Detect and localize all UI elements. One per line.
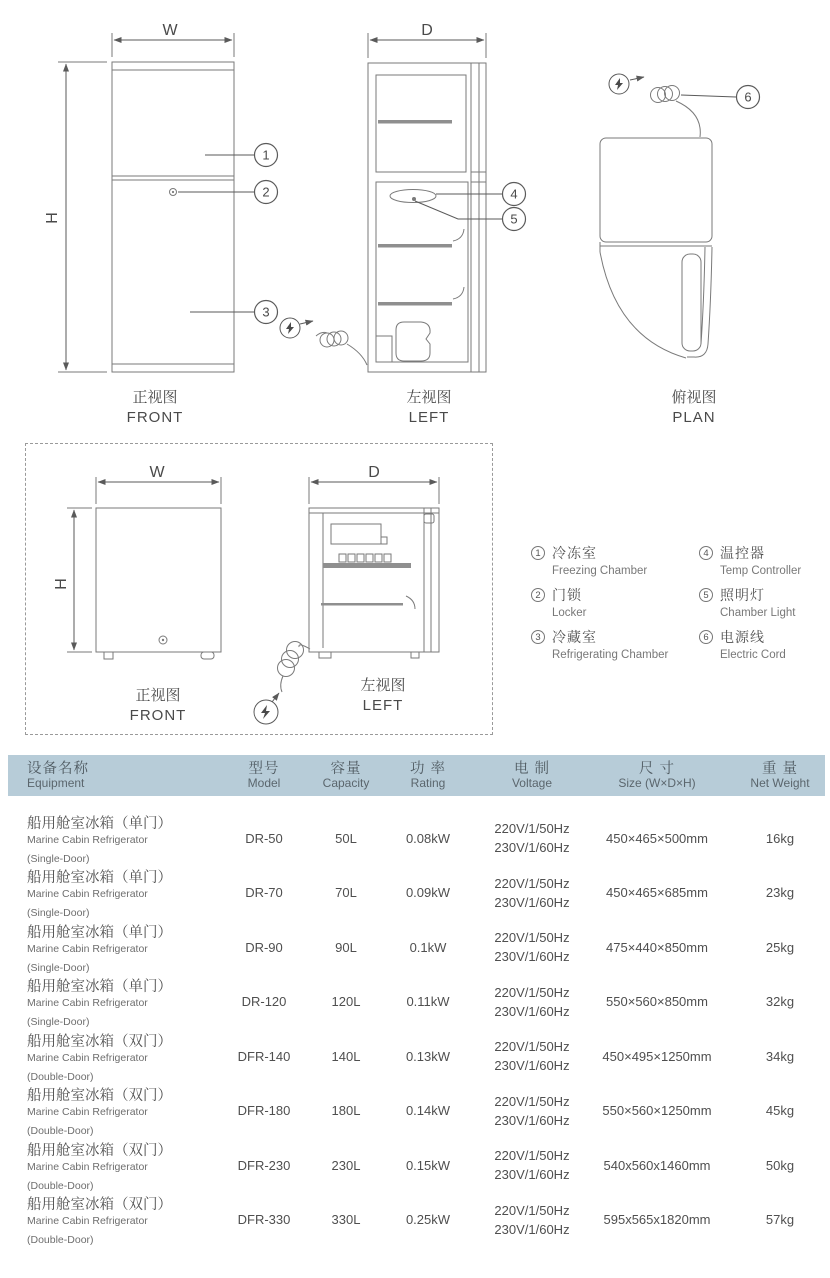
freezer-evaporator xyxy=(331,524,387,544)
rating-value: 0.15kW xyxy=(405,1157,451,1173)
plan-view-label-en: PLAN xyxy=(672,409,716,426)
voltage-line-1: 220V/1/50Hz xyxy=(494,984,570,1000)
cord-coil-icon xyxy=(278,642,311,693)
equipment-name-zh: 船用舱室冰箱（双门） xyxy=(27,1197,172,1214)
voltage-line-1: 220V/1/50Hz xyxy=(494,1093,570,1109)
callout-number-badge: 4 xyxy=(699,546,713,560)
legend-label-zh: 门锁 xyxy=(552,587,582,603)
left-view-label-en: LEFT xyxy=(408,409,450,426)
parts-legend xyxy=(531,543,830,661)
temp-controller-icon xyxy=(390,190,436,203)
equipment-name-zh: 船用舱室冰箱（单门） xyxy=(27,924,172,941)
legend-label-en: Freezing Chamber xyxy=(552,565,648,577)
equipment-name-zh: 船用舱室冰箱（双门） xyxy=(27,1033,172,1050)
model-value: DFR-180 xyxy=(237,1103,291,1119)
weight-value: 25kg xyxy=(765,939,795,955)
legend-label-zh: 照明灯 xyxy=(720,587,765,603)
equipment-door-type: (Single-Door) xyxy=(27,1016,90,1029)
equipment-name-zh: 船用舱室冰箱（双门） xyxy=(27,1088,172,1105)
svg-text:6: 6 xyxy=(744,89,752,105)
voltage-line-1: 220V/1/50Hz xyxy=(494,1039,570,1055)
callout-5 xyxy=(503,208,526,231)
cord-coil-icon xyxy=(651,86,680,103)
capacity-value: 90L xyxy=(335,939,357,955)
power-plug-icon xyxy=(254,693,279,724)
svg-text:2: 2 xyxy=(262,184,270,200)
rating-value: 0.09kW xyxy=(405,885,451,901)
callout-1 xyxy=(255,144,278,167)
left-view-drawing xyxy=(254,477,439,724)
equipment-door-type: (Double-Door) xyxy=(27,1125,94,1138)
equipment-cell xyxy=(0,975,212,1028)
equipment-name-en: Marine Cabin Refrigerator xyxy=(27,833,148,846)
front-view-drawing xyxy=(67,477,221,659)
callout-number-badge: 2 xyxy=(531,588,545,602)
equipment-door-type: (Single-Door) xyxy=(27,961,90,974)
dim-label-d: D xyxy=(421,22,433,39)
voltage-value xyxy=(480,874,584,912)
size-value: 450×465×685mm xyxy=(606,885,708,901)
voltage-value xyxy=(480,1146,584,1184)
legend-item-locker xyxy=(531,585,699,619)
equipment-name-en: Marine Cabin Refrigerator xyxy=(27,1215,148,1228)
capacity-value: 330L xyxy=(331,1212,361,1228)
size-value: 540x560x1460mm xyxy=(603,1157,711,1173)
dim-label-d: D xyxy=(368,464,380,481)
size-value: 550×560×850mm xyxy=(606,994,708,1010)
table-header-row xyxy=(0,755,830,796)
callout-3 xyxy=(255,301,278,324)
voltage-line-1: 220V/1/50Hz xyxy=(494,875,570,891)
table-row-dr-90 xyxy=(0,920,830,975)
weight-value: 45kg xyxy=(765,1103,795,1119)
capacity-value: 50L xyxy=(335,830,357,846)
table-row-dfr-330 xyxy=(0,1193,830,1248)
legend-label-zh: 温控器 xyxy=(720,545,765,561)
power-plug-icon xyxy=(609,74,644,94)
equipment-door-type: (Single-Door) xyxy=(27,907,90,920)
rating-value: 0.13kW xyxy=(405,1048,451,1064)
callout-6 xyxy=(737,86,760,109)
legend-label-zh: 电源线 xyxy=(720,629,765,645)
legend-item-electric-cord xyxy=(699,627,830,661)
plan-view-drawing xyxy=(600,74,736,358)
ice-tray-icon xyxy=(323,554,411,568)
capacity-value: 140L xyxy=(331,1048,361,1064)
legend-label-en: Locker xyxy=(552,607,587,619)
voltage-line-2: 230V/1/60Hz xyxy=(494,1221,570,1237)
equipment-name-en: Marine Cabin Refrigerator xyxy=(27,1160,148,1173)
equipment-name-en: Marine Cabin Refrigerator xyxy=(27,1106,148,1119)
column-header-voltage: 电 制 Voltage xyxy=(511,760,553,791)
voltage-value xyxy=(480,1037,584,1075)
equipment-name-en: Marine Cabin Refrigerator xyxy=(27,942,148,955)
callout-number-badge: 3 xyxy=(531,630,545,644)
power-plug-icon xyxy=(280,318,313,338)
equipment-name-zh: 船用舱室冰箱（双门） xyxy=(27,1142,172,1159)
table-row-dr-70 xyxy=(0,866,830,921)
legend-label-en: Electric Cord xyxy=(720,649,786,661)
svg-text:5: 5 xyxy=(510,211,518,227)
model-value: DFR-140 xyxy=(237,1048,291,1064)
front-view-label-en: FRONT xyxy=(126,409,184,426)
table-row-dfr-140 xyxy=(0,1029,830,1084)
table-row-dfr-230 xyxy=(0,1138,830,1193)
equipment-door-type: (Double-Door) xyxy=(27,1179,94,1192)
rating-value: 0.08kW xyxy=(405,830,451,846)
equipment-cell xyxy=(0,1193,212,1246)
rating-value: 0.25kW xyxy=(405,1212,451,1228)
table-row-dfr-180 xyxy=(0,1084,830,1139)
plan-view-label-zh: 俯视图 xyxy=(671,389,717,406)
voltage-line-2: 230V/1/60Hz xyxy=(494,1112,570,1128)
front-view-label-en: FRONT xyxy=(129,707,187,724)
door-lock-icon xyxy=(170,189,177,196)
table-body xyxy=(0,811,830,1247)
weight-value: 34kg xyxy=(765,1048,795,1064)
rating-value: 0.11kW xyxy=(406,994,450,1010)
rating-value: 0.1kW xyxy=(409,939,447,955)
svg-text:1: 1 xyxy=(262,147,270,163)
equipment-cell xyxy=(0,1084,212,1137)
weight-value: 16kg xyxy=(765,830,795,846)
table-row-dr-50 xyxy=(0,811,830,866)
double-door-technical-drawing xyxy=(0,0,830,440)
front-view-drawing xyxy=(58,33,255,372)
legend-label-en: Temp Controller xyxy=(720,565,802,577)
weight-value: 50kg xyxy=(765,1157,795,1173)
legend-item-chamber-light xyxy=(699,585,830,619)
front-view-label-zh: 正视图 xyxy=(132,389,178,406)
rating-value: 0.14kW xyxy=(405,1103,451,1119)
legend-item-temp-controller xyxy=(699,543,830,577)
front-view-label-zh: 正视图 xyxy=(135,687,181,704)
column-header-size: 尺 寸 Size (W×D×H) xyxy=(618,760,696,791)
column-header-rating: 功 率 Rating xyxy=(409,760,447,791)
table-row-dr-120 xyxy=(0,975,830,1030)
legend-item-refrigerating-chamber xyxy=(531,627,699,661)
capacity-value: 230L xyxy=(331,1157,361,1173)
open-door-panel xyxy=(682,247,712,357)
left-view-label-zh: 左视图 xyxy=(360,677,406,694)
voltage-value xyxy=(480,819,584,857)
equipment-name-zh: 船用舱室冰箱（单门） xyxy=(27,870,172,887)
model-value: DFR-230 xyxy=(237,1157,291,1173)
equipment-cell xyxy=(0,921,212,974)
voltage-value xyxy=(480,1201,584,1239)
single-door-technical-drawing xyxy=(26,444,491,733)
voltage-line-1: 220V/1/50Hz xyxy=(494,930,570,946)
callout-number-badge: 5 xyxy=(699,588,713,602)
equipment-cell xyxy=(0,812,212,865)
size-value: 595x565x1820mm xyxy=(603,1212,711,1228)
weight-value: 32kg xyxy=(765,994,795,1010)
left-view-drawing xyxy=(368,33,502,372)
svg-text:4: 4 xyxy=(510,186,518,202)
voltage-line-1: 220V/1/50Hz xyxy=(494,1148,570,1164)
legend-label-en: Chamber Light xyxy=(720,607,796,619)
voltage-line-2: 230V/1/60Hz xyxy=(494,1167,570,1183)
legend-label-en: Refrigerating Chamber xyxy=(552,649,669,661)
voltage-line-2: 230V/1/60Hz xyxy=(494,894,570,910)
callout-number-badge: 6 xyxy=(699,630,713,644)
column-header-equipment: 设备名称 Equipment xyxy=(27,760,89,791)
voltage-line-2: 230V/1/60Hz xyxy=(494,840,570,856)
dim-label-w: W xyxy=(162,22,178,39)
callout-2 xyxy=(255,181,278,204)
equipment-cell xyxy=(0,1030,212,1083)
voltage-line-1: 220V/1/50Hz xyxy=(494,1202,570,1218)
equipment-name-zh: 船用舱室冰箱（单门） xyxy=(27,815,172,832)
callout-4 xyxy=(503,183,526,206)
model-value: DR-120 xyxy=(241,994,287,1010)
size-value: 450×495×1250mm xyxy=(602,1048,712,1064)
column-header-capacity: 容量 Capacity xyxy=(322,760,370,791)
cord-coil-icon xyxy=(316,331,367,365)
weight-value: 23kg xyxy=(765,885,795,901)
voltage-line-2: 230V/1/60Hz xyxy=(494,1058,570,1074)
equipment-name-en: Marine Cabin Refrigerator xyxy=(27,997,148,1010)
model-value: DR-70 xyxy=(245,885,283,901)
voltage-line-2: 230V/1/60Hz xyxy=(494,949,570,965)
model-value: DR-90 xyxy=(245,939,283,955)
legend-label-zh: 冷冻室 xyxy=(552,545,597,561)
capacity-value: 70L xyxy=(335,885,357,901)
model-value: DFR-330 xyxy=(237,1212,291,1228)
equipment-name-en: Marine Cabin Refrigerator xyxy=(27,1051,148,1064)
weight-value: 57kg xyxy=(765,1212,795,1228)
equipment-door-type: (Single-Door) xyxy=(27,852,90,865)
voltage-line-2: 230V/1/60Hz xyxy=(494,1003,570,1019)
size-value: 475×440×850mm xyxy=(606,939,708,955)
size-value: 450×465×500mm xyxy=(606,830,708,846)
equipment-door-type: (Double-Door) xyxy=(27,1234,94,1247)
compressor-icon xyxy=(396,322,430,361)
voltage-value xyxy=(480,928,584,966)
model-value: DR-50 xyxy=(245,830,283,846)
capacity-value: 120L xyxy=(331,994,361,1010)
equipment-cell xyxy=(0,1139,212,1192)
column-header-net-weight: 重 量 Net Weight xyxy=(750,760,810,791)
equipment-name-en: Marine Cabin Refrigerator xyxy=(27,888,148,901)
equipment-door-type: (Double-Door) xyxy=(27,1070,94,1083)
dim-label-h: H xyxy=(53,578,70,590)
door-swing-arc xyxy=(600,252,686,358)
dim-label-w: W xyxy=(149,464,165,481)
column-header-model: 型号 Model xyxy=(247,760,281,791)
voltage-line-1: 220V/1/50Hz xyxy=(494,821,570,837)
legend-label-zh: 冷藏室 xyxy=(552,629,597,645)
left-view-label-en: LEFT xyxy=(362,697,404,714)
size-value: 550×560×1250mm xyxy=(602,1103,712,1119)
dim-label-h: H xyxy=(44,212,61,224)
equipment-cell xyxy=(0,866,212,919)
single-door-drawing-box xyxy=(25,443,493,735)
specification-table xyxy=(0,755,830,1247)
voltage-value xyxy=(480,1092,584,1130)
svg-text:3: 3 xyxy=(262,304,270,320)
legend-item-freezing-chamber xyxy=(531,543,699,577)
door-lock-icon xyxy=(159,636,167,644)
voltage-value xyxy=(480,983,584,1021)
equipment-name-zh: 船用舱室冰箱（单门） xyxy=(27,979,172,996)
callout-number-badge: 1 xyxy=(531,546,545,560)
capacity-value: 180L xyxy=(331,1103,361,1119)
left-view-label-zh: 左视图 xyxy=(406,389,452,406)
